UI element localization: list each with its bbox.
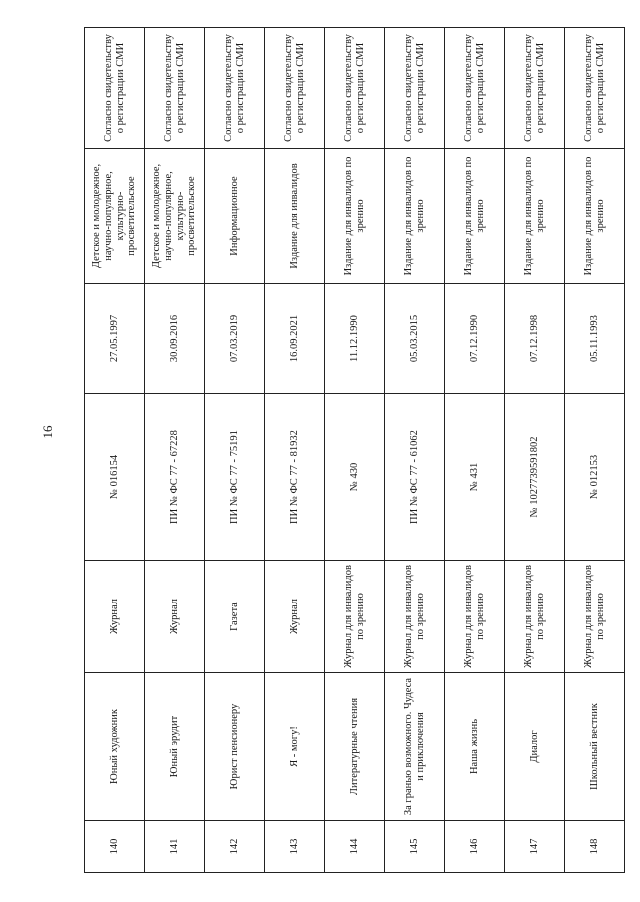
- row-number-cell: 143: [265, 821, 325, 873]
- specialization-cell: Информационное: [205, 149, 265, 284]
- publication-title-cell: Диалог: [505, 673, 565, 821]
- publication-type-cell: Журнал для инвалидов по зрению: [385, 561, 445, 673]
- publication-type-cell: Журнал для инвалидов по зрению: [445, 561, 505, 673]
- row-number-cell: 141: [145, 821, 205, 873]
- note-cell: Согласно свидетельству о регистрации СМИ: [565, 28, 625, 149]
- publication-title-cell: Юный эрудит: [145, 673, 205, 821]
- page-number: 16: [40, 425, 55, 439]
- registration-date-cell: 16.09.2021: [265, 284, 325, 394]
- row-number-cell: 144: [325, 821, 385, 873]
- publication-title-cell: За гранью возможного. Чудеса и приключения: [385, 673, 445, 821]
- registration-date-cell: 27.05.1997: [85, 284, 145, 394]
- registration-date-cell: 30.09.2016: [145, 284, 205, 394]
- registration-date-cell: 07.03.2019: [205, 284, 265, 394]
- registration-date-cell: 11.12.1990: [325, 284, 385, 394]
- table-row: [145, 28, 205, 873]
- specialization-cell: Детское и молодежное, научно-популярное, культурно-просветительское: [85, 149, 145, 284]
- note-cell: Согласно свидетельству о регистрации СМИ: [205, 28, 265, 149]
- registration-number-cell: № 430: [325, 394, 385, 561]
- specialization-cell: Издание для инвалидов по зрению: [325, 149, 385, 284]
- table-row: [565, 28, 625, 873]
- registration-date-cell: 07.12.1998: [505, 284, 565, 394]
- row-number-cell: 148: [565, 821, 625, 873]
- publication-type-cell: Журнал: [265, 561, 325, 673]
- publication-type-cell: Журнал для инвалидов по зрению: [565, 561, 625, 673]
- publication-type-cell: Журнал: [85, 561, 145, 673]
- specialization-cell: Детское и молодежное, научно-популярное, культурно-просветительское: [145, 149, 205, 284]
- table-row: [385, 28, 445, 873]
- table-row: [445, 28, 505, 873]
- table-container: [84, 28, 624, 873]
- publication-title-cell: Литературные чтения: [325, 673, 385, 821]
- note-cell: Согласно свидетельству о регистрации СМИ: [325, 28, 385, 149]
- specialization-cell: Издание для инвалидов по зрению: [385, 149, 445, 284]
- table-row: [205, 28, 265, 873]
- publication-type-cell: Журнал для инвалидов по зрению: [505, 561, 565, 673]
- row-number-cell: 146: [445, 821, 505, 873]
- registration-number-cell: ПИ № ФС 77 - 61062: [385, 394, 445, 561]
- publication-title-cell: Юный художник: [85, 673, 145, 821]
- note-cell: Согласно свидетельству о регистрации СМИ: [445, 28, 505, 149]
- specialization-cell: Издание для инвалидов по зрению: [565, 149, 625, 284]
- publication-title-cell: Юрист пенсионеру: [205, 673, 265, 821]
- specialization-cell: Издание для инвалидов по зрению: [505, 149, 565, 284]
- registration-number-cell: № 1027739591802: [505, 394, 565, 561]
- registration-number-cell: № 012153: [565, 394, 625, 561]
- specialization-cell: Издание для инвалидов: [265, 149, 325, 284]
- note-cell: Согласно свидетельству о регистрации СМИ: [385, 28, 445, 149]
- registration-number-cell: № 431: [445, 394, 505, 561]
- table-row: [85, 28, 145, 873]
- row-number-cell: 145: [385, 821, 445, 873]
- row-number-cell: 147: [505, 821, 565, 873]
- registry-table: [84, 27, 625, 873]
- note-cell: Согласно свидетельству о регистрации СМИ: [145, 28, 205, 149]
- registration-date-cell: 05.11.1993: [565, 284, 625, 394]
- registration-number-cell: ПИ № ФС 77 - 75191: [205, 394, 265, 561]
- table-body: [85, 28, 625, 873]
- table-row: [325, 28, 385, 873]
- registration-number-cell: ПИ № ФС 77 - 81932: [265, 394, 325, 561]
- publication-title-cell: Наша жизнь: [445, 673, 505, 821]
- row-number-cell: 140: [85, 821, 145, 873]
- note-cell: Согласно свидетельству о регистрации СМИ: [505, 28, 565, 149]
- note-cell: Согласно свидетельству о регистрации СМИ: [85, 28, 145, 149]
- note-cell: Согласно свидетельству о регистрации СМИ: [265, 28, 325, 149]
- registration-number-cell: № 016154: [85, 394, 145, 561]
- publication-title-cell: Я - могу!: [265, 673, 325, 821]
- publication-type-cell: Журнал для инвалидов по зрению: [325, 561, 385, 673]
- row-number-cell: 142: [205, 821, 265, 873]
- registration-date-cell: 07.12.1990: [445, 284, 505, 394]
- specialization-cell: Издание для инвалидов по зрению: [445, 149, 505, 284]
- table-row: [505, 28, 565, 873]
- publication-type-cell: Журнал: [145, 561, 205, 673]
- table-row: [265, 28, 325, 873]
- publication-type-cell: Газета: [205, 561, 265, 673]
- publication-title-cell: Школьный вестник: [565, 673, 625, 821]
- registration-date-cell: 05.03.2015: [385, 284, 445, 394]
- registration-number-cell: ПИ № ФС 77 - 67228: [145, 394, 205, 561]
